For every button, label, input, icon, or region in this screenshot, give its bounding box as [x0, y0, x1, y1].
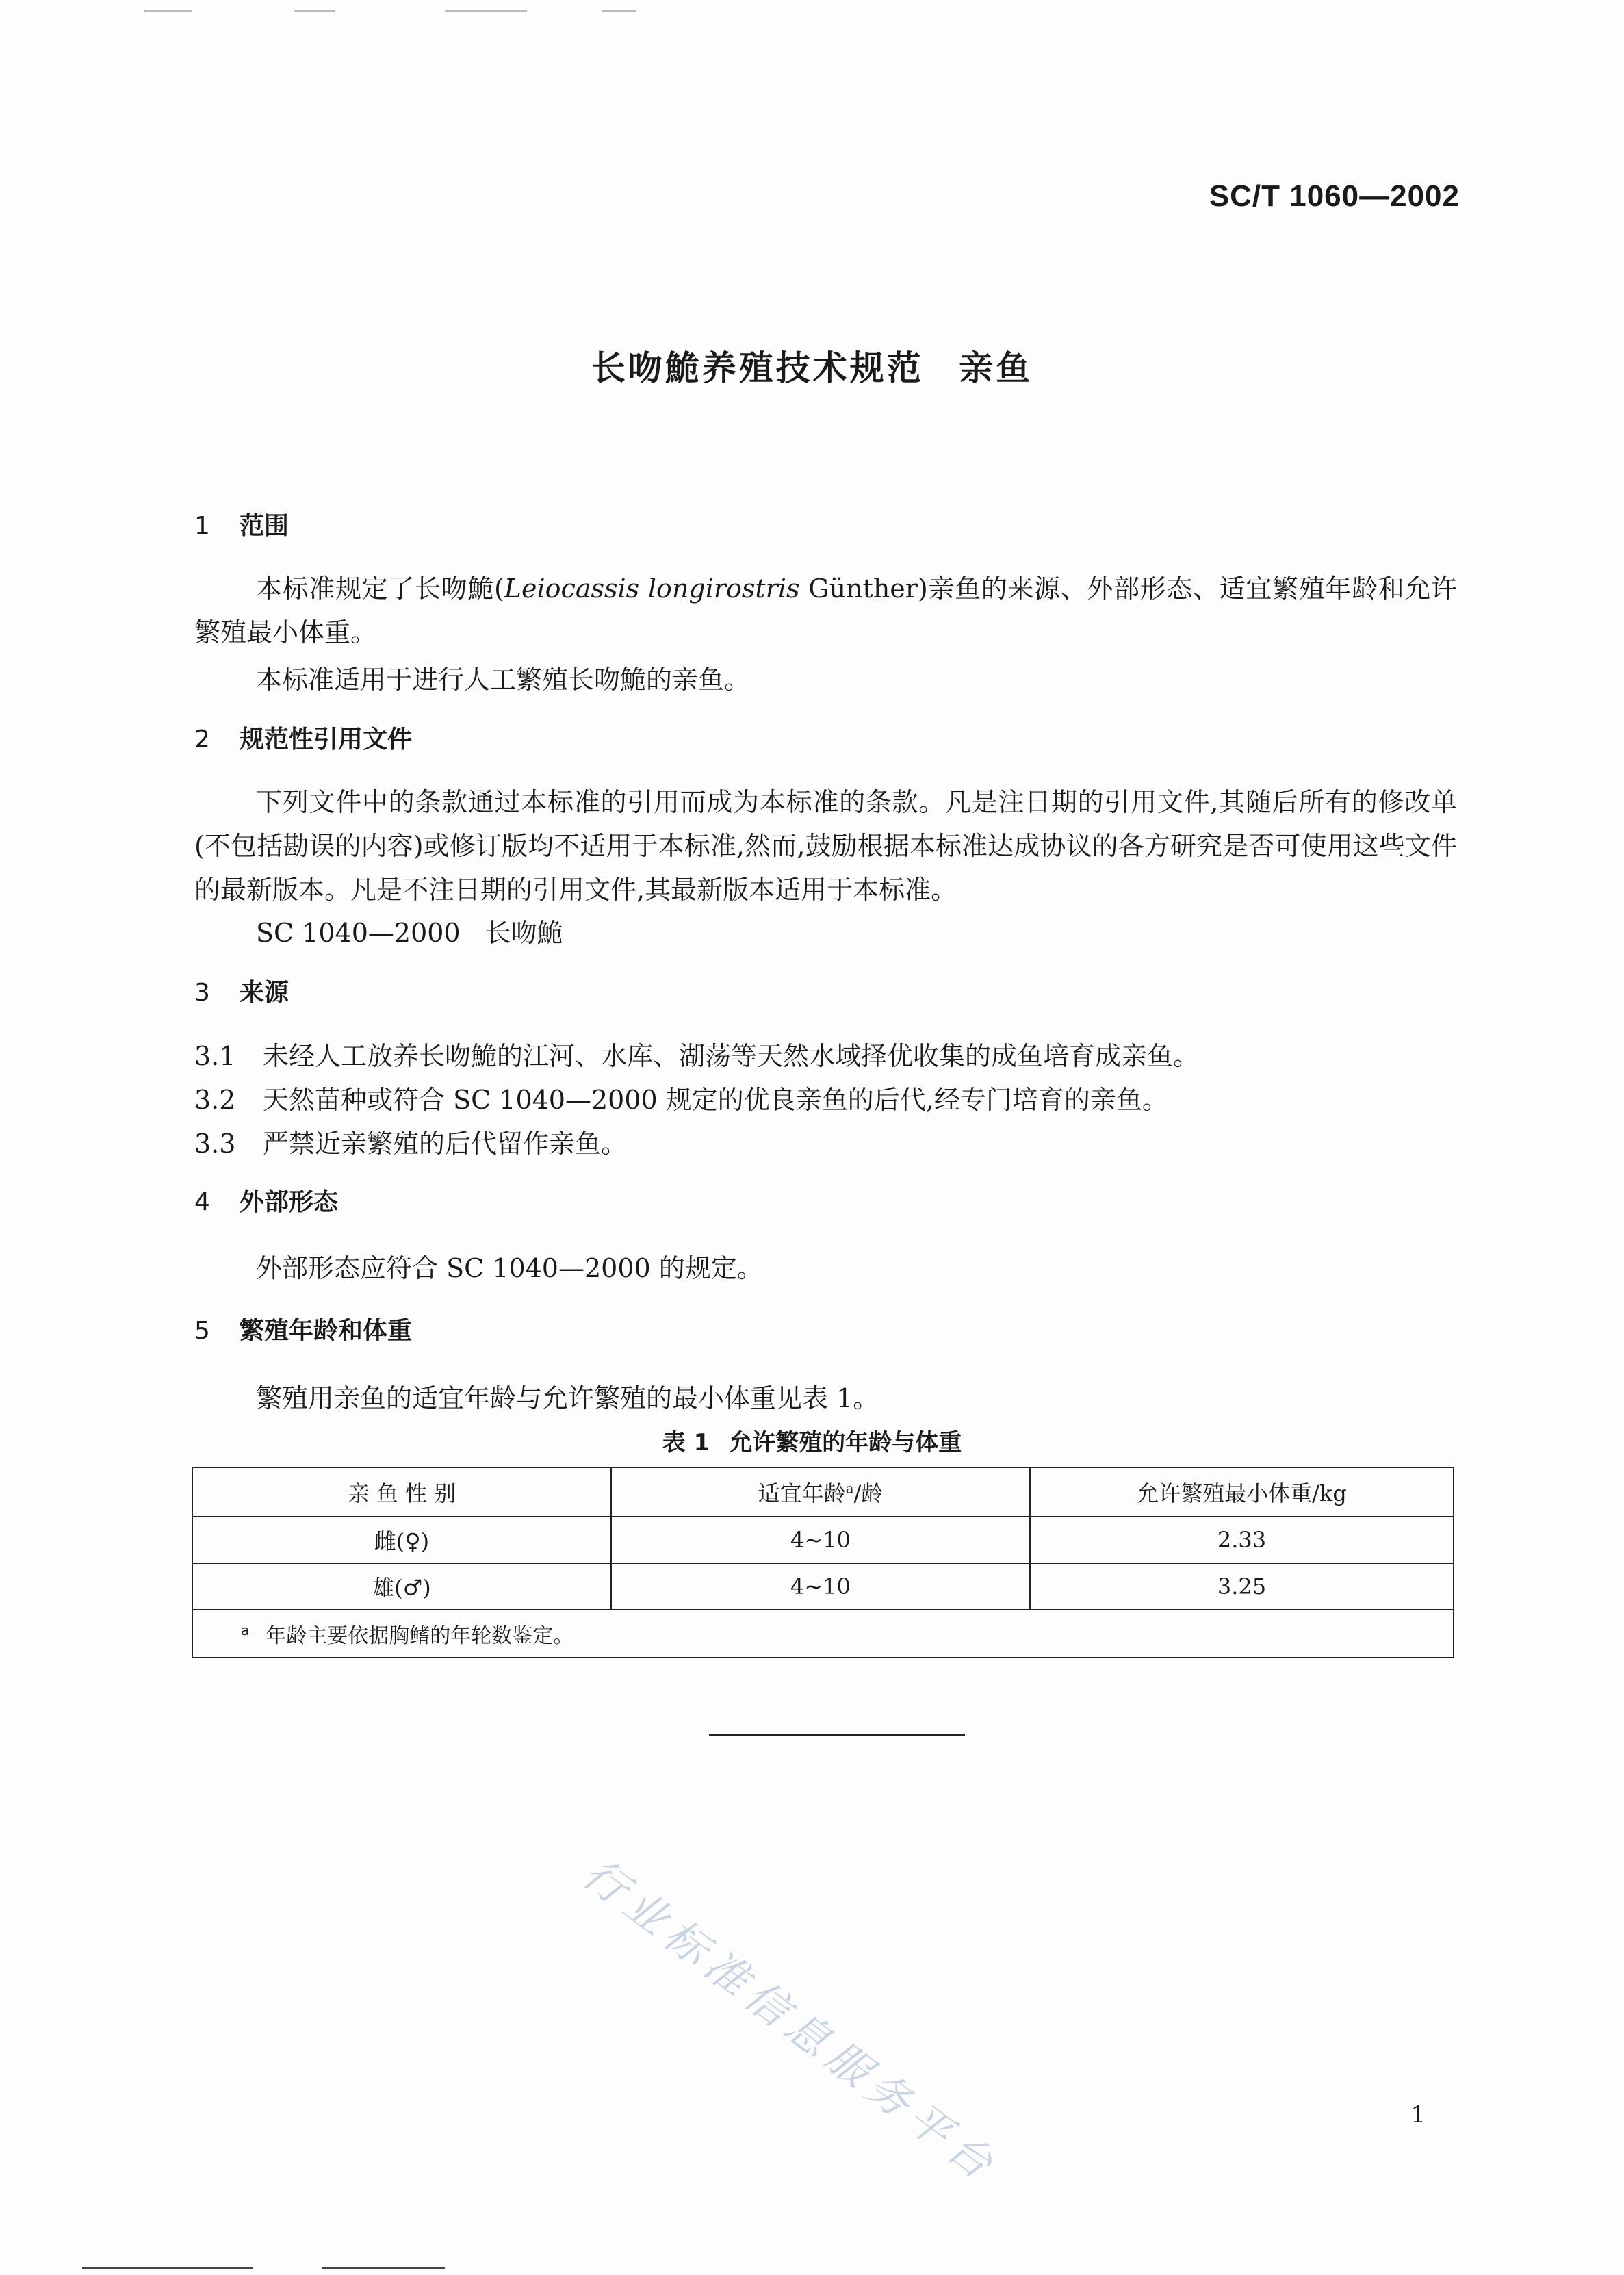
scan-mark-bottom: [322, 2267, 445, 2269]
table-header-row: [192, 1467, 1454, 1517]
section-heading-4: [194, 1183, 338, 1218]
table-title: 允许繁殖的年龄与体重: [729, 1429, 962, 1456]
section-number: 4: [194, 1188, 210, 1216]
clause-text: 严禁近亲繁殖的后代留作亲鱼。: [263, 1129, 628, 1159]
footnote-marker: a: [241, 1622, 250, 1638]
clause-3-2: [194, 1079, 1168, 1116]
section-title: 外部形态: [240, 1188, 339, 1216]
scan-mark-top: [144, 10, 192, 12]
scan-mark-top: [602, 10, 636, 12]
section-title: 繁殖年龄和体重: [240, 1317, 413, 1345]
section-number: 2: [194, 725, 210, 754]
section-heading-3: [194, 973, 289, 1008]
footnote-text: 年龄主要依据胸鳍的年轮数鉴定。: [266, 1624, 574, 1648]
title-main: 长吻鮠养殖技术规范: [591, 348, 924, 388]
text-run: Günther)亲鱼的来源、外部形态、适宜繁殖年龄和允许繁殖最小体重。: [194, 574, 1458, 647]
table-footnote-row: [192, 1610, 1454, 1658]
scan-mark-bottom: [82, 2267, 253, 2269]
section-number: 1: [194, 512, 210, 540]
table-breeding-age-weight: [192, 1467, 1454, 1658]
section-heading-2: [194, 720, 412, 755]
header-age-unit: /龄: [853, 1480, 884, 1506]
header-age-label: 适宜年龄: [758, 1480, 846, 1506]
section-heading-5: [194, 1311, 412, 1346]
cell-weight: 3.25: [1030, 1563, 1454, 1610]
clause-number: 3.1: [194, 1041, 236, 1071]
section-title: 规范性引用文件: [240, 725, 413, 754]
species-name: Leiocassis longirostris: [504, 574, 800, 604]
cell-sex: 雌(♀): [192, 1517, 611, 1563]
table-caption: [0, 1424, 1624, 1457]
section-number: 3: [194, 979, 210, 1007]
paragraph-applicability: 本标准适用于进行人工繁殖长吻鮠的亲鱼。: [256, 665, 751, 695]
clause-3-3: [194, 1122, 627, 1160]
cell-weight: 2.33: [1030, 1517, 1454, 1563]
table-row: [192, 1517, 1454, 1563]
document-title: [0, 341, 1624, 390]
section-title: 来源: [240, 979, 289, 1007]
table-label: 表 1: [662, 1429, 710, 1456]
cell-sex: 雄(♂): [192, 1563, 611, 1610]
paragraph-references: 下列文件中的条款通过本标准的引用而成为本标准的条款。凡是注日期的引用文件,其随后所有的修改单(不包括勘误的内容)或修订版均不适用于本标准,然而,鼓励根据本标准达成协议的各方研究是否可使用这些文件的最新版本。凡是不注日期的引用文件,其最新版本适用于本标准。: [194, 787, 1457, 905]
table-row: [192, 1563, 1454, 1610]
end-of-standard-rule: [709, 1734, 965, 1736]
header-weight: 允许繁殖最小体重/kg: [1030, 1467, 1454, 1517]
cell-age: 4~10: [611, 1517, 1030, 1563]
title-sub: 亲鱼: [959, 348, 1033, 388]
reference-code: SC 1040—2000: [256, 918, 461, 948]
paragraph-morphology: 外部形态应符合 SC 1040—2000 的规定。: [256, 1253, 763, 1283]
header-age: [611, 1467, 1030, 1517]
paragraph-scope: [194, 567, 1457, 654]
text-run: 本标准规定了长吻鮠(: [256, 574, 504, 604]
scan-mark-top: [445, 10, 527, 12]
reference-entry: [256, 912, 563, 949]
clause-number: 3.2: [194, 1085, 236, 1115]
watermark: 行业标准信息服务平台: [573, 1848, 1009, 2194]
table-footnote: [192, 1610, 1454, 1658]
clause-text: 天然苗种或符合 SC 1040—2000 规定的优良亲鱼的后代,经专门培育的亲鱼。: [263, 1085, 1168, 1115]
reference-title: 长吻鮠: [485, 918, 563, 948]
footnote-marker: a: [845, 1480, 854, 1497]
paragraph-breeding: 繁殖用亲鱼的适宜年龄与允许繁殖的最小体重见表 1。: [256, 1383, 879, 1413]
header-sex: 亲 鱼 性 别: [192, 1467, 611, 1517]
clause-3-1: [194, 1035, 1199, 1072]
section-heading-1: [194, 506, 289, 541]
clause-number: 3.3: [194, 1129, 236, 1159]
cell-age: 4~10: [611, 1563, 1030, 1610]
standard-code: SC/T 1060—2002: [1209, 179, 1460, 213]
page-number: 1: [1410, 2101, 1426, 2129]
clause-text: 未经人工放养长吻鮠的江河、水库、湖荡等天然水域择优收集的成鱼培育成亲鱼。: [263, 1041, 1200, 1071]
section-title: 范围: [240, 512, 289, 540]
scan-mark-top: [294, 10, 335, 12]
section-number: 5: [194, 1317, 210, 1345]
